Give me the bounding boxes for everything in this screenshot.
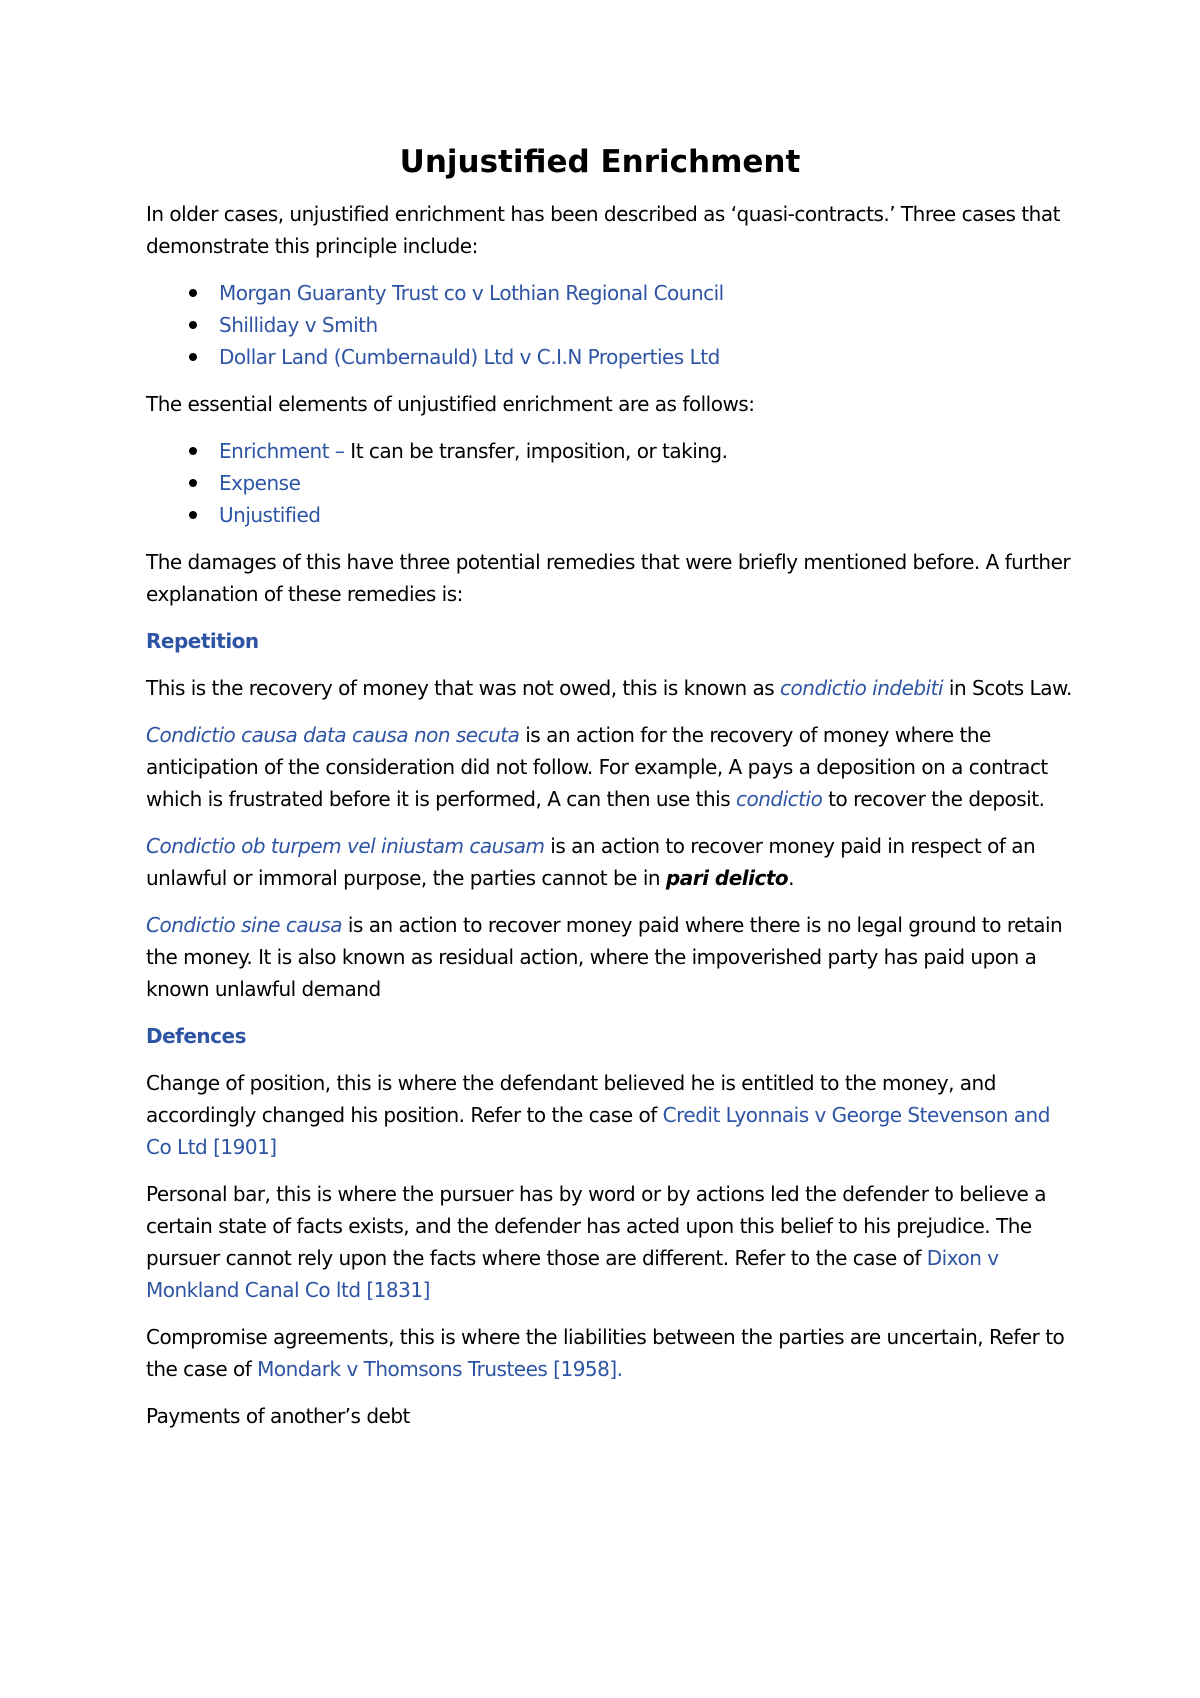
paragraph-text: . (788, 866, 795, 890)
list-item-element (219, 435, 1080, 467)
case-reference: Mondark v Thomsons Trustees [1958]. (257, 1357, 623, 1381)
payments-of-debt-paragraph: Payments of another’s debt (146, 1404, 410, 1428)
elements-list (146, 435, 1080, 531)
damages-paragraph: The damages of this have three potential remedies that were briefly mentioned before. A further explanation of these remedies is: (146, 550, 1071, 606)
elements-intro-paragraph: The essential elements of unjustified enrichment are as follows: (146, 392, 755, 416)
repetition-paragraph (146, 672, 1080, 704)
paragraph-text: is an action to recover money paid where there is no legal ground to retain the money. It is also known as residual action, where the impoverished party has paid upon a known unlawful demand (146, 913, 1063, 1001)
section-heading-defences: Defences (146, 1024, 246, 1048)
compromise-agreements-paragraph (146, 1321, 1080, 1385)
list-item-case: Dollar Land (Cumbernauld) Ltd v C.I.N Properties Ltd (219, 341, 1080, 373)
element-term: Enrichment – (219, 439, 345, 463)
list-item-case: Shilliday v Smith (219, 309, 1080, 341)
case-reference: Dixon v Monkland Canal Co ltd [1831] (146, 1246, 999, 1302)
paragraph-text: in Scots Law. (943, 676, 1072, 700)
change-of-position-paragraph (146, 1067, 1080, 1163)
paragraph-text: Compromise agreements, this is where the liabilities between the parties are uncertain, Refer to the case of (146, 1325, 1065, 1381)
latin-term: Condictio causa data causa non secuta (146, 723, 520, 747)
page-title: Unjustified Enrichment (399, 144, 801, 180)
latin-term: Condictio sine causa (146, 913, 343, 937)
latin-term: Condictio ob turpem vel iniustam causam (146, 834, 545, 858)
paragraph-text: Personal bar, this is where the pursuer has by word or by actions led the defender to believe a certain state of facts exists, and the defender has acted upon this belief to his prejudice. The pursuer cannot rely upon the facts where those are different. Refer to the case of (146, 1182, 1046, 1270)
paragraph-text: is an action for the recovery of money where the anticipation of the consideration did not follow. For example, A pays a deposition on a contract which is frustrated before it is performed, A can then use this (146, 723, 1048, 811)
condictio-ob-turpem-paragraph (146, 830, 1080, 894)
latin-term: condictio (736, 787, 823, 811)
element-term: Expense (219, 471, 301, 495)
section-heading-repetition: Repetition (146, 629, 259, 653)
list-item-case: Morgan Guaranty Trust co v Lothian Regional Council (219, 277, 1080, 309)
condictio-causa-data-paragraph (146, 719, 1080, 815)
element-term: Unjustified (219, 503, 321, 527)
intro-paragraph: In older cases, unjustified enrichment has been described as ‘quasi-contracts.’ Three cases that demonstrate this principle include: (146, 202, 1060, 258)
latin-term: condictio indebiti (780, 676, 944, 700)
personal-bar-paragraph (146, 1178, 1080, 1306)
paragraph-text: This is the recovery of money that was not owed, this is known as (146, 676, 781, 700)
condictio-sine-causa-paragraph (146, 909, 1080, 1005)
paragraph-text: is an action to recover money paid in respect of an unlawful or immoral purpose, the parties cannot be in (146, 834, 1036, 890)
list-item-element (219, 467, 1080, 499)
case-reference: Credit Lyonnais v George Stevenson and Co Ltd [1901] (146, 1103, 1050, 1159)
paragraph-text: Change of position, this is where the defendant believed he is entitled to the money, and accordingly changed his position. Refer to the case of (146, 1071, 996, 1127)
list-item-element (219, 499, 1080, 531)
paragraph-text: to recover the deposit. (822, 787, 1045, 811)
cases-list (146, 277, 1080, 373)
element-description: It can be transfer, imposition, or taking. (344, 439, 728, 463)
latin-term-bold: pari delicto (665, 866, 789, 890)
